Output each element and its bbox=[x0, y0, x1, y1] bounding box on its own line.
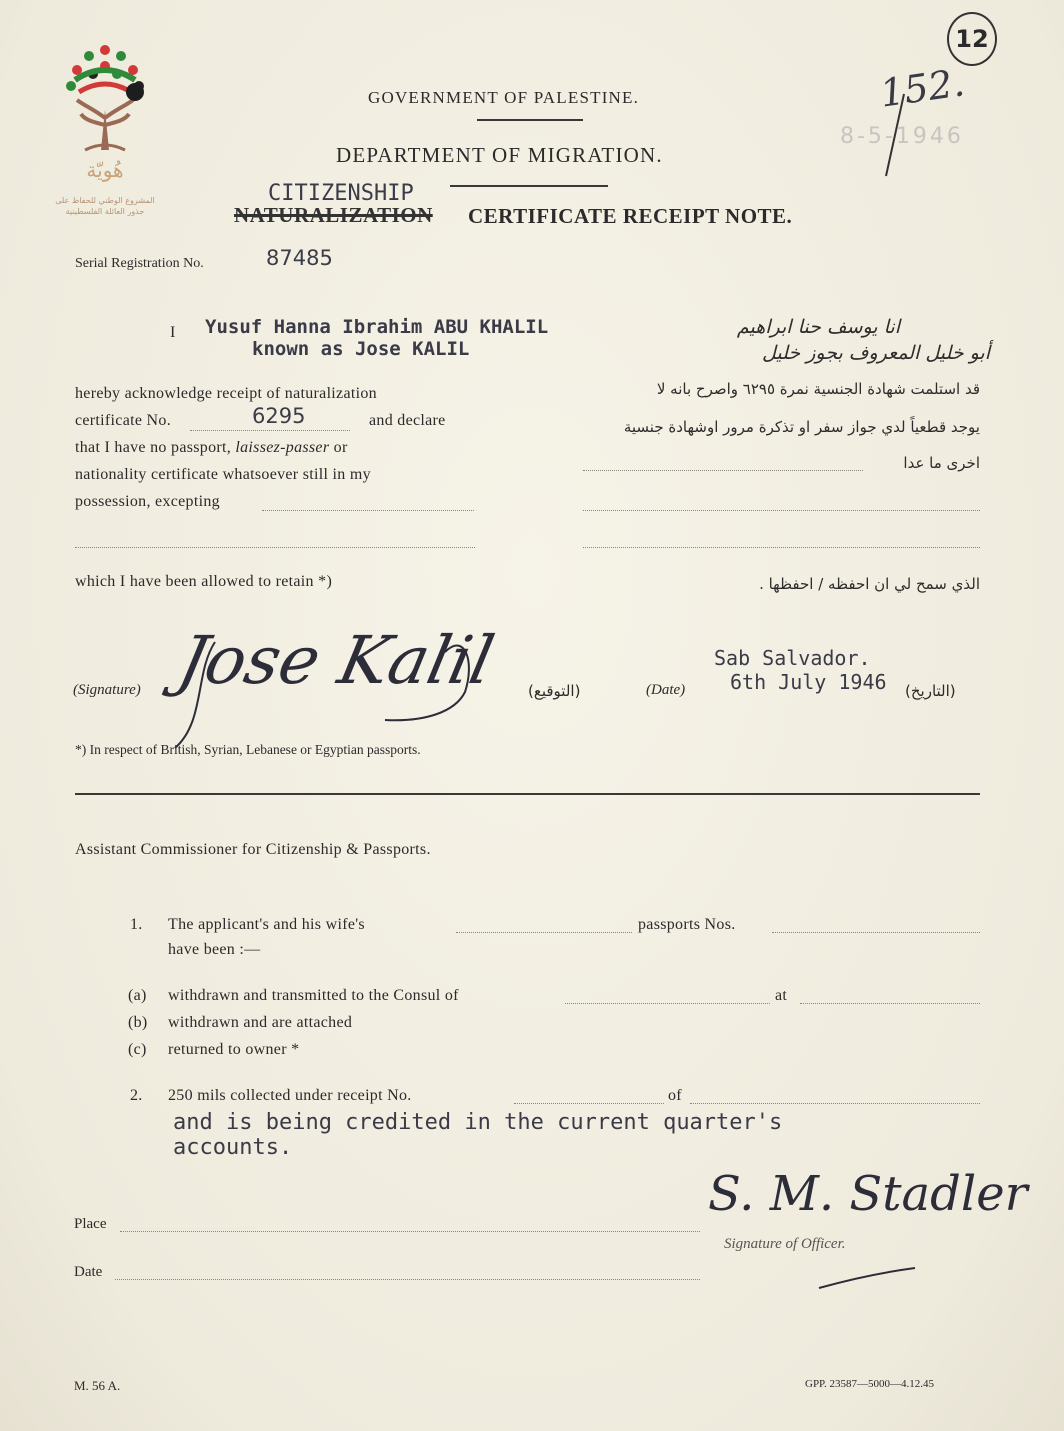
signing-place: Sab Salvador. bbox=[714, 646, 871, 670]
item-2-typed-2: accounts. bbox=[173, 1135, 293, 1160]
item-2-dots-2 bbox=[690, 1103, 980, 1104]
arabic-retain: الذي سمح لي ان احفظه / احفظها . bbox=[759, 575, 980, 593]
laissez-passer: laissez-passer bbox=[235, 439, 330, 456]
arabic-name-1: انا يوسف حنا ابراهيم bbox=[736, 316, 900, 338]
file-number: 152. bbox=[877, 60, 968, 116]
place-dots bbox=[120, 1231, 700, 1232]
signature-label-ar: (التوقيع) bbox=[528, 682, 581, 700]
arabic-line-3: اخرى ما عدا bbox=[903, 454, 980, 472]
ack-line-1: hereby acknowledge receipt of naturalization bbox=[75, 385, 377, 402]
option-b-label: (b) bbox=[128, 1014, 148, 1031]
date-label-office: Date bbox=[74, 1264, 103, 1280]
item-1-dots-1 bbox=[456, 932, 632, 933]
serial-label: Serial Registration No. bbox=[75, 256, 204, 271]
option-c-text: returned to owner * bbox=[168, 1041, 300, 1058]
item-2-text-a: 250 mils collected under receipt No. bbox=[168, 1087, 412, 1104]
officer-label: Signature of Officer. bbox=[724, 1236, 846, 1252]
arabic-dots-3 bbox=[583, 547, 980, 548]
option-a-dots-2 bbox=[800, 1003, 980, 1004]
applicant-alias: known as Jose KALIL bbox=[252, 338, 470, 360]
citizenship-typed: CITIZENSHIP bbox=[268, 181, 414, 206]
ack-line-4: nationality certificate whatsoever still in my bbox=[75, 466, 371, 483]
cert-dots bbox=[190, 430, 350, 431]
stamp-slash bbox=[880, 90, 910, 180]
footnote: *) In respect of British, Syrian, Lebanese or Egyptian passports. bbox=[75, 742, 421, 757]
option-a-at: at bbox=[775, 987, 788, 1004]
arabic-line-2: يوجد قطعياً لدي جواز سفر او تذكرة مرور اوشهادة جنسية bbox=[623, 418, 980, 436]
header-rule-2 bbox=[450, 185, 608, 187]
naturalization-struck: NATURALIZATION bbox=[234, 203, 433, 227]
retain-line: which I have been allowed to retain *) bbox=[75, 573, 333, 590]
ack-line-3a: that I have no passport, bbox=[75, 439, 232, 456]
logo-caption-1: المشروع الوطني للحفاظ على bbox=[55, 196, 155, 205]
arabic-dots-2 bbox=[583, 510, 980, 511]
form-code: M. 56 A. bbox=[74, 1378, 121, 1393]
item-1-dots-2 bbox=[772, 932, 980, 933]
signing-date: 6th July 1946 bbox=[730, 670, 887, 694]
serial-value: 87485 bbox=[266, 246, 333, 270]
item-2-typed-1: and is being credited in the current quarter's bbox=[173, 1110, 783, 1135]
option-a-label: (a) bbox=[128, 987, 147, 1004]
ack-line-3 bbox=[75, 439, 475, 457]
office-heading: Assistant Commissioner for Citizenship & Passports. bbox=[75, 841, 431, 858]
applicant-signature: Jose Kalil bbox=[171, 622, 501, 699]
section-divider bbox=[75, 793, 980, 795]
item-2-number: 2. bbox=[130, 1087, 143, 1104]
place-label: Place bbox=[74, 1216, 107, 1232]
date-dots bbox=[115, 1279, 700, 1280]
date-stamp: 8-5-1946 bbox=[840, 124, 964, 149]
printer-code: GPP. 23587—5000—4.12.45 bbox=[805, 1378, 934, 1390]
item-1-text-b: passports Nos. bbox=[638, 916, 736, 933]
logo-caption-2: جذور العائلة الفلسطينية bbox=[65, 207, 145, 216]
header-rule-1 bbox=[477, 119, 583, 121]
ack-line-3b: or bbox=[333, 439, 348, 456]
cert-label: certificate No. bbox=[75, 412, 171, 429]
family-tree-icon bbox=[55, 40, 155, 160]
department-heading: DEPARTMENT OF MIGRATION. bbox=[336, 143, 663, 167]
signature-label: (Signature) bbox=[73, 682, 141, 698]
item-1-text-a: The applicant's and his wife's bbox=[168, 916, 365, 933]
ack-line-5: possession, excepting bbox=[75, 493, 220, 510]
signature-flourish bbox=[165, 612, 485, 752]
government-heading: GOVERNMENT OF PALESTINE. bbox=[368, 88, 640, 107]
option-c-label: (c) bbox=[128, 1041, 147, 1058]
logo-name: هُويّة bbox=[86, 158, 124, 182]
certificate-number: 6295 bbox=[252, 404, 306, 428]
option-b-text: withdrawn and are attached bbox=[168, 1014, 353, 1031]
arabic-name-2: أبو خليل المعروف بجوز خليل bbox=[762, 342, 990, 364]
item-2-text-b: of bbox=[668, 1087, 682, 1104]
excepting-dots bbox=[262, 510, 474, 511]
officer-signature: S. M. Stadler bbox=[708, 1166, 1028, 1222]
item-1-number: 1. bbox=[130, 916, 143, 933]
form-title: CERTIFICATE RECEIPT NOTE. bbox=[468, 204, 793, 228]
and-declare: and declare bbox=[369, 412, 446, 429]
arabic-dots-1 bbox=[583, 470, 863, 471]
item-1-text-c: have been :— bbox=[168, 941, 261, 958]
excepting-dots-2 bbox=[75, 547, 475, 548]
arabic-line-1: قد استلمت شهادة الجنسية نمرة ٦٢٩٥ واصرح بانه لا bbox=[656, 380, 980, 398]
option-a-text: withdrawn and transmitted to the Consul of bbox=[168, 987, 459, 1004]
date-label: (Date) bbox=[646, 682, 686, 698]
page-number-circle: 12 bbox=[947, 12, 997, 66]
option-a-dots-1 bbox=[565, 1003, 770, 1004]
officer-underline bbox=[815, 1264, 925, 1294]
item-2-dots-1 bbox=[514, 1103, 664, 1104]
ack-line-2 bbox=[75, 412, 171, 430]
declaration-pronoun: I bbox=[170, 324, 176, 341]
struck-word bbox=[234, 203, 433, 228]
logo bbox=[55, 40, 155, 220]
applicant-name: Yusuf Hanna Ibrahim ABU KHALIL bbox=[205, 316, 549, 338]
date-label-ar: (التاريخ) bbox=[905, 682, 956, 700]
